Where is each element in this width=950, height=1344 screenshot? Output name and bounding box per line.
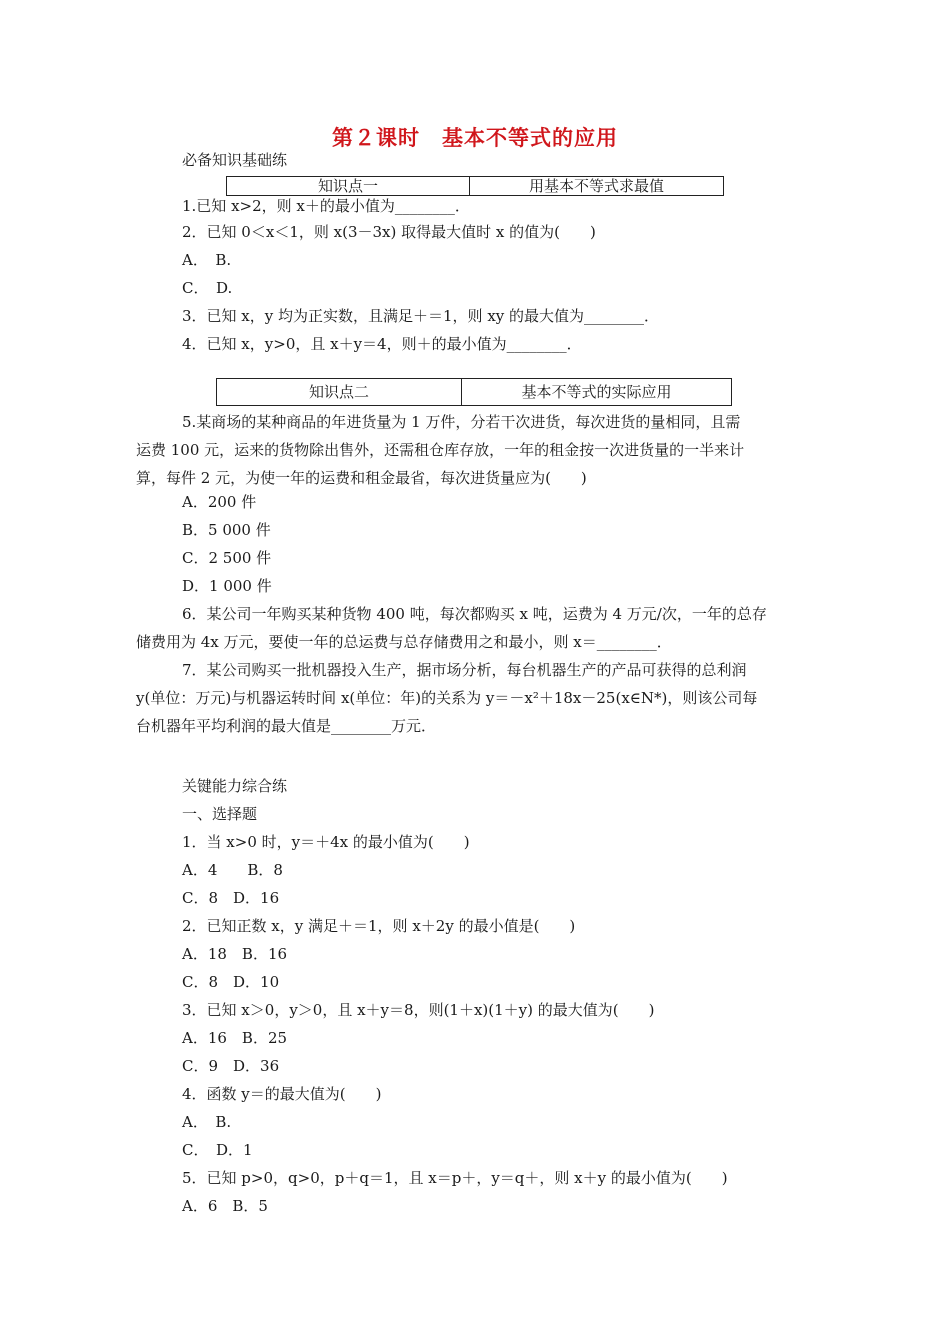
question-b2-options-cd: C．8 D．10 <box>182 973 280 991</box>
question-a7-line1: 7．某公司购买一批机器投入生产，据市场分析，每台机器生产的产品可获得的总利润 <box>182 661 747 679</box>
subsection-choice: 一、选择题 <box>182 805 258 823</box>
question-a2: 2．已知 0＜x＜1，则 x(3－3x) 取得最大值时 x 的值为( ) <box>182 223 596 241</box>
question-a6-line2: 储费用为 4x 万元，要使一年的总运费与总存储费用之和最小，则 x＝________． <box>136 633 672 651</box>
question-b2-options-ab: A．18 B．16 <box>182 945 288 963</box>
question-a5-option-d: D．1 000 件 <box>182 577 272 595</box>
question-b3-options-cd: C．9 D．36 <box>182 1057 280 1075</box>
question-a5-line3: 算，每件 2 元，为使一年的运费和租金最省，每次进货量应为( ) <box>136 469 587 487</box>
question-b1: 1．当 x>0 时，y＝＋4x 的最小值为( ) <box>182 833 470 851</box>
question-a5 <box>136 408 816 492</box>
kp2-topic: 基本不等式的实际应用 <box>462 379 732 406</box>
section-heading-ability: 关键能力综合练 <box>182 777 288 795</box>
question-a5-line2: 运费 100 元，运来的货物除出售外，还需租仓库存放，一年的租金按一次进货量的一半来计 <box>136 441 745 459</box>
question-a5-option-b: B．5 000 件 <box>182 521 271 539</box>
question-b5: 5．已知 p>0，q>0，p＋q＝1，且 x＝p＋，y＝q＋，则 x＋y 的最小值为( ) <box>182 1169 728 1187</box>
question-a2-options-ab: A． B. <box>182 251 232 269</box>
question-b4-options-ab: A． B. <box>182 1113 232 1131</box>
question-b4-options-cd: C． D．1 <box>182 1141 253 1159</box>
question-a6-line1: 6．某公司一年购买某种货物 400 吨，每次都购买 x 吨，运费为 4 万元/次，一年的总存 <box>182 605 767 623</box>
question-a5-option-c: C．2 500 件 <box>182 549 272 567</box>
question-b3-options-ab: A．16 B．25 <box>182 1029 288 1047</box>
question-b3: 3．已知 x＞0，y＞0，且 x＋y＝8，则(1＋x)(1＋y) 的最大值为( ) <box>182 1001 655 1019</box>
question-a7 <box>136 656 816 740</box>
kp1-topic: 用基本不等式求最值 <box>470 177 724 196</box>
kp1-label: 知识点一 <box>227 177 470 196</box>
question-a5-option-a: A．200 件 <box>182 493 257 511</box>
question-a5-line1: 5.某商场的某种商品的年进货量为 1 万件，分若干次进货，每次进货的量相同，且需 <box>182 413 741 431</box>
question-b1-options-ab: A．4 B．8 <box>182 861 283 879</box>
knowledge-point-table-1 <box>226 176 724 196</box>
question-b5-options-ab: A．6 B．5 <box>182 1197 268 1215</box>
question-a3: 3．已知 x，y 均为正实数，且满足＋＝1，则 xy 的最大值为________． <box>182 307 660 325</box>
question-b1-options-cd: C．8 D．16 <box>182 889 280 907</box>
question-b4: 4．函数 y＝的最大值为( ) <box>182 1085 382 1103</box>
kp2-label: 知识点二 <box>217 379 462 406</box>
question-a1: 1.已知 x>2，则 x＋的最小值为________． <box>182 197 470 215</box>
section-heading-basic: 必备知识基础练 <box>182 151 288 169</box>
question-a7-line2: y(单位：万元)与机器运转时间 x(单位：年)的关系为 y＝－x²＋18x－25(x∈N*)，则该公司每 <box>136 689 758 707</box>
question-a2-options-cd: C． D. <box>182 279 233 297</box>
knowledge-point-table-2 <box>216 378 732 406</box>
question-a7-line3: 台机器年平均利润的最大值是________万元． <box>136 717 437 735</box>
page-title: 第２课时 基本不等式的应用 <box>332 126 618 150</box>
question-a4: 4．已知 x，y>0，且 x＋y＝4，则＋的最小值为________． <box>182 335 582 353</box>
question-b2: 2．已知正数 x，y 满足＋＝1，则 x＋2y 的最小值是( ) <box>182 917 576 935</box>
question-a6 <box>136 600 816 656</box>
